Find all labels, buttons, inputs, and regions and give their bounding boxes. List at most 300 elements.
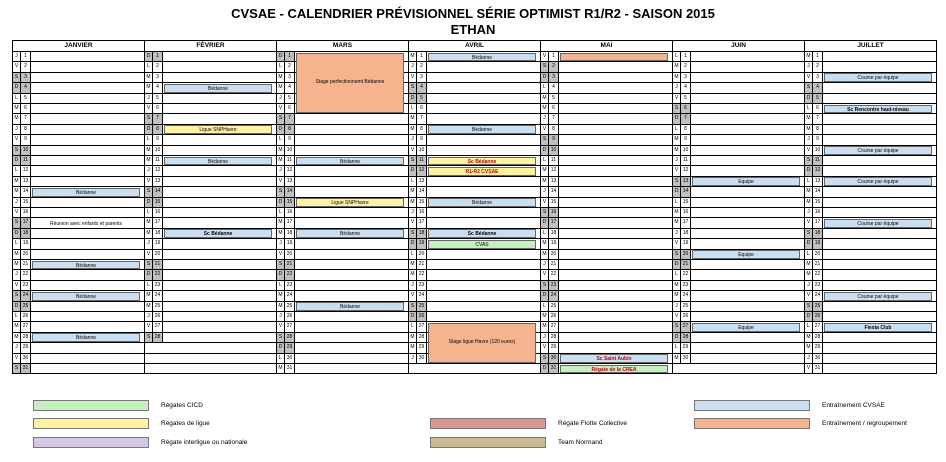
- day-number: 21: [153, 260, 163, 269]
- weekday-letter: V: [277, 177, 285, 186]
- day-row: [805, 125, 936, 135]
- day-number: 3: [21, 73, 31, 82]
- day-row: [673, 260, 804, 270]
- day-number: 28: [681, 333, 691, 342]
- weekday-letter: M: [409, 270, 417, 279]
- weekday-letter: L: [673, 52, 681, 61]
- day-row: [805, 229, 936, 239]
- calendar-event[interactable]: Stage ligue Havre (120 euros): [428, 323, 536, 363]
- calendar-event[interactable]: CVAS: [428, 240, 536, 249]
- day-number: 3: [681, 73, 691, 82]
- day-row: [13, 135, 144, 145]
- weekday-letter: M: [805, 333, 813, 342]
- weekday-letter: J: [145, 312, 153, 321]
- day-row: [541, 312, 672, 322]
- day-row: [409, 104, 540, 114]
- day-number: 15: [153, 198, 163, 207]
- day-number: 3: [813, 73, 823, 82]
- day-number: 5: [417, 94, 427, 103]
- weekday-letter: M: [409, 333, 417, 342]
- weekday-letter: V: [673, 94, 681, 103]
- weekday-letter: M: [409, 198, 417, 207]
- calendar-event[interactable]: Ligue SNPHavre: [296, 198, 404, 207]
- calendar-event[interactable]: Sc Bédanne: [428, 157, 536, 166]
- legend-swatch: [33, 400, 149, 411]
- weekday-letter: S: [805, 83, 813, 92]
- day-row: [541, 104, 672, 114]
- day-number: 13: [813, 177, 823, 186]
- day-row: [409, 260, 540, 270]
- day-row: [145, 104, 276, 114]
- day-row: [277, 291, 408, 301]
- day-row: [541, 291, 672, 301]
- day-row: [541, 125, 672, 135]
- day-row: [541, 281, 672, 291]
- day-number: 13: [417, 177, 427, 186]
- calendar-event[interactable]: Course par équipe: [824, 292, 932, 301]
- day-number: 21: [549, 260, 559, 269]
- day-row: [13, 250, 144, 260]
- weekday-letter: M: [805, 187, 813, 196]
- day-row: [805, 250, 936, 260]
- day-row: [13, 94, 144, 104]
- legend-swatch: [33, 437, 149, 448]
- day-row: [145, 146, 276, 156]
- weekday-letter: J: [673, 302, 681, 311]
- weekday-letter: V: [277, 104, 285, 113]
- weekday-letter: D: [145, 52, 153, 61]
- calendar-event[interactable]: Bédanne: [32, 292, 140, 301]
- weekday-letter: S: [541, 62, 549, 71]
- day-row: [145, 218, 276, 228]
- weekday-letter: L: [541, 229, 549, 238]
- day-row: [541, 146, 672, 156]
- weekday-letter: L: [13, 166, 21, 175]
- calendar-event[interactable]: Sc Bédanne: [428, 229, 536, 238]
- weekday-letter: J: [13, 52, 21, 61]
- day-row: [805, 166, 936, 176]
- weekday-letter: L: [673, 343, 681, 352]
- day-row: [13, 322, 144, 332]
- weekday-letter: M: [409, 52, 417, 61]
- weekday-letter: S: [13, 218, 21, 227]
- day-number: 14: [549, 187, 559, 196]
- day-row: [805, 156, 936, 166]
- day-number: 1: [681, 52, 691, 61]
- day-row: [145, 281, 276, 291]
- day-number: 3: [549, 73, 559, 82]
- day-row: [673, 125, 804, 135]
- day-row: [409, 187, 540, 197]
- day-row: [673, 83, 804, 93]
- calendar-event[interactable]: Bédanne: [296, 157, 404, 166]
- day-number: 23: [813, 281, 823, 290]
- weekday-letter: S: [673, 322, 681, 331]
- weekday-letter: M: [673, 146, 681, 155]
- calendar-event[interactable]: Réunion avec enfants et parents: [50, 220, 122, 227]
- day-row: [541, 218, 672, 228]
- day-row: [409, 83, 540, 93]
- day-row: [13, 229, 144, 239]
- day-number: 18: [285, 229, 295, 238]
- day-number: 26: [813, 312, 823, 321]
- day-number: 25: [285, 302, 295, 311]
- day-number: 10: [153, 146, 163, 155]
- weekday-letter: L: [805, 322, 813, 331]
- weekday-letter: J: [409, 62, 417, 71]
- day-number: 20: [21, 250, 31, 259]
- calendar-event[interactable]: Fiesta Club: [824, 323, 932, 332]
- weekday-letter: V: [541, 125, 549, 134]
- weekday-letter: D: [277, 270, 285, 279]
- day-row: [13, 62, 144, 72]
- calendar-event[interactable]: Sc Bédanne: [164, 229, 272, 238]
- day-row: [673, 104, 804, 114]
- day-number: 9: [21, 135, 31, 144]
- legend-swatch: [33, 418, 149, 429]
- weekday-letter: L: [673, 125, 681, 134]
- day-number: 22: [549, 270, 559, 279]
- day-number: 5: [813, 94, 823, 103]
- weekday-letter: V: [805, 291, 813, 300]
- day-row: [541, 73, 672, 83]
- day-number: 8: [417, 125, 427, 134]
- month-column: [672, 40, 805, 374]
- weekday-letter: V: [13, 354, 21, 363]
- day-number: 12: [417, 166, 427, 175]
- day-number: 15: [813, 198, 823, 207]
- day-number: 19: [153, 239, 163, 248]
- day-row: [277, 364, 408, 374]
- calendar-event[interactable]: [560, 53, 668, 62]
- day-row: [541, 302, 672, 312]
- day-number: 17: [21, 218, 31, 227]
- calendar-event[interactable]: Stage perfectionnemt Bédanne: [296, 53, 404, 114]
- day-number: 28: [813, 333, 823, 342]
- day-number: 20: [813, 250, 823, 259]
- day-row: [13, 208, 144, 218]
- legend-swatch: [430, 418, 546, 429]
- day-row: [145, 250, 276, 260]
- day-number: 24: [285, 291, 295, 300]
- weekday-letter: M: [541, 177, 549, 186]
- weekday-letter: L: [277, 62, 285, 71]
- day-row: [13, 364, 144, 374]
- day-row: [145, 333, 276, 343]
- weekday-letter: L: [13, 239, 21, 248]
- weekday-letter: J: [409, 281, 417, 290]
- day-row: [805, 198, 936, 208]
- weekday-letter: V: [673, 239, 681, 248]
- weekday-letter: M: [541, 239, 549, 248]
- calendar-event[interactable]: Bédanne: [428, 198, 536, 207]
- day-number: 23: [549, 281, 559, 290]
- day-row: [277, 187, 408, 197]
- day-row: [805, 354, 936, 364]
- calendar-event[interactable]: Bédanne: [164, 84, 272, 93]
- calendar-event[interactable]: Bédanne: [32, 261, 140, 270]
- day-row: [673, 281, 804, 291]
- weekday-letter: J: [13, 125, 21, 134]
- day-number: 14: [153, 187, 163, 196]
- weekday-letter: J: [145, 239, 153, 248]
- weekday-letter: L: [409, 177, 417, 186]
- day-number: 3: [285, 73, 295, 82]
- weekday-letter: D: [409, 166, 417, 175]
- weekday-letter: M: [673, 135, 681, 144]
- day-number: 4: [417, 83, 427, 92]
- day-number: 21: [21, 260, 31, 269]
- day-row: [409, 281, 540, 291]
- weekday-letter: S: [277, 333, 285, 342]
- day-number: 20: [417, 250, 427, 259]
- weekday-letter: S: [145, 333, 153, 342]
- day-row: [541, 333, 672, 343]
- day-number: 7: [417, 114, 427, 123]
- day-number: 23: [681, 281, 691, 290]
- weekday-letter: L: [145, 281, 153, 290]
- calendar-event[interactable]: Sc Saint Aubin: [560, 354, 668, 363]
- day-number: 8: [681, 125, 691, 134]
- day-row: [277, 166, 408, 176]
- day-row: [409, 73, 540, 83]
- day-number: 28: [21, 333, 31, 342]
- weekday-letter: D: [805, 239, 813, 248]
- calendar-event[interactable]: Sc Rencontre haut-niveau: [824, 105, 932, 114]
- day-number: 5: [21, 94, 31, 103]
- weekday-letter: S: [541, 281, 549, 290]
- day-number: 22: [153, 270, 163, 279]
- month-column: [540, 40, 673, 374]
- day-row: [145, 291, 276, 301]
- calendar-event[interactable]: Bédanne: [296, 229, 404, 238]
- day-number: 24: [21, 291, 31, 300]
- day-row: [409, 208, 540, 218]
- calendar-event[interactable]: Bédanne: [296, 302, 404, 311]
- day-number: 16: [417, 208, 427, 217]
- day-number: 4: [21, 83, 31, 92]
- weekday-letter: D: [13, 156, 21, 165]
- day-number: 27: [285, 322, 295, 331]
- day-number: 1: [549, 52, 559, 61]
- day-row: [673, 302, 804, 312]
- calendar-event[interactable]: Course par équipe: [824, 146, 932, 155]
- weekday-letter: M: [805, 125, 813, 134]
- weekday-letter: L: [805, 177, 813, 186]
- day-number: 23: [21, 281, 31, 290]
- day-number: 12: [813, 166, 823, 175]
- calendar-event[interactable]: Course par équipe: [824, 219, 932, 228]
- weekday-letter: L: [409, 322, 417, 331]
- weekday-letter: V: [409, 146, 417, 155]
- weekday-letter: S: [277, 187, 285, 196]
- weekday-letter: J: [277, 166, 285, 175]
- day-number: 13: [21, 177, 31, 186]
- weekday-letter: M: [277, 364, 285, 373]
- day-row: [13, 343, 144, 353]
- day-number: 11: [21, 156, 31, 165]
- weekday-letter: D: [277, 343, 285, 352]
- day-row: [145, 239, 276, 249]
- weekday-letter: S: [409, 302, 417, 311]
- weekday-letter: M: [13, 333, 21, 342]
- day-number: 31: [549, 364, 559, 373]
- calendar-event[interactable]: Bédanne: [32, 188, 140, 197]
- day-row: [13, 302, 144, 312]
- weekday-letter: J: [277, 94, 285, 103]
- weekday-letter: M: [13, 322, 21, 331]
- day-number: 4: [813, 83, 823, 92]
- day-number: 25: [153, 302, 163, 311]
- day-row: [541, 270, 672, 280]
- weekday-letter: V: [541, 52, 549, 61]
- day-row: [673, 187, 804, 197]
- day-number: 13: [549, 177, 559, 186]
- day-row: [673, 291, 804, 301]
- weekday-letter: D: [541, 291, 549, 300]
- weekday-letter: M: [277, 302, 285, 311]
- day-row: [409, 146, 540, 156]
- day-number: 20: [285, 250, 295, 259]
- day-number: 30: [681, 354, 691, 363]
- month-name: AVRIL: [409, 41, 540, 52]
- weekday-letter: S: [277, 114, 285, 123]
- weekday-letter: J: [673, 83, 681, 92]
- day-number: 6: [549, 104, 559, 113]
- day-row: [13, 73, 144, 83]
- weekday-letter: D: [805, 94, 813, 103]
- calendar-event[interactable]: Bédanne: [164, 157, 272, 166]
- day-number: 4: [285, 83, 295, 92]
- day-row: [409, 364, 540, 374]
- weekday-letter: V: [673, 166, 681, 175]
- weekday-letter: V: [805, 73, 813, 82]
- weekday-letter: S: [277, 260, 285, 269]
- day-row: [673, 364, 804, 374]
- day-number: 7: [813, 114, 823, 123]
- day-row: [541, 260, 672, 270]
- day-row: [673, 218, 804, 228]
- weekday-letter: J: [541, 114, 549, 123]
- weekday-letter: S: [673, 177, 681, 186]
- day-row: [277, 250, 408, 260]
- day-row: [673, 114, 804, 124]
- weekday-letter: M: [145, 218, 153, 227]
- day-number: 17: [417, 218, 427, 227]
- legend-label: Régates de ligue: [161, 420, 210, 427]
- day-number: 3: [417, 73, 427, 82]
- day-number: 27: [153, 322, 163, 331]
- day-number: 31: [21, 364, 31, 373]
- calendar-event[interactable]: Course par équipe: [824, 73, 932, 82]
- day-number: 20: [153, 250, 163, 259]
- day-row: [277, 239, 408, 249]
- weekday-letter: L: [673, 198, 681, 207]
- weekday-letter: J: [805, 354, 813, 363]
- calendar-event[interactable]: Régate de la CREA: [560, 365, 668, 374]
- weekday-letter: D: [805, 166, 813, 175]
- weekday-letter: M: [805, 260, 813, 269]
- day-number: 6: [813, 104, 823, 113]
- weekday-letter: M: [409, 114, 417, 123]
- day-row: [673, 270, 804, 280]
- day-row: [409, 218, 540, 228]
- weekday-letter: D: [145, 270, 153, 279]
- weekday-letter: V: [13, 62, 21, 71]
- legend-label: Entraînement CVSAE: [822, 402, 885, 409]
- weekday-letter: V: [13, 208, 21, 217]
- calendar-event[interactable]: Equipe: [692, 323, 800, 332]
- weekday-letter: L: [277, 135, 285, 144]
- calendar-event[interactable]: Equipe: [692, 250, 800, 259]
- day-number: 8: [813, 125, 823, 134]
- day-number: 19: [285, 239, 295, 248]
- day-number: 23: [417, 281, 427, 290]
- day-row: [13, 83, 144, 93]
- day-row: [673, 343, 804, 353]
- day-row: [277, 281, 408, 291]
- day-row: [673, 146, 804, 156]
- day-number: 10: [549, 146, 559, 155]
- day-row: [277, 270, 408, 280]
- weekday-letter: J: [13, 343, 21, 352]
- weekday-letter: M: [13, 187, 21, 196]
- weekday-letter: L: [13, 94, 21, 103]
- weekday-letter: J: [541, 187, 549, 196]
- day-row: [13, 177, 144, 187]
- weekday-letter: L: [409, 250, 417, 259]
- weekday-letter: J: [145, 94, 153, 103]
- legend-label: Team Normand: [558, 439, 603, 446]
- weekday-letter: S: [541, 354, 549, 363]
- weekday-letter: M: [13, 104, 21, 113]
- page-title: CVSAE - CALENDRIER PRÉVISIONNEL SÉRIE OPTIMIST R1/R2 - SAISON 2015: [231, 6, 715, 21]
- day-row: [277, 260, 408, 270]
- weekday-letter: L: [13, 312, 21, 321]
- day-number: 24: [549, 291, 559, 300]
- day-number: 6: [681, 104, 691, 113]
- calendar-event[interactable]: Course par équipe: [824, 177, 932, 186]
- page-subtitle: ETHAN: [450, 22, 496, 37]
- day-number: 30: [813, 354, 823, 363]
- day-row: [673, 198, 804, 208]
- day-number: 20: [681, 250, 691, 259]
- calendar-event[interactable]: Bédanne: [428, 53, 536, 62]
- day-number: 30: [417, 354, 427, 363]
- calendar-event[interactable]: R1-R2 CVSAE: [428, 167, 536, 176]
- weekday-letter: J: [409, 208, 417, 217]
- weekday-letter: M: [673, 354, 681, 363]
- weekday-letter: M: [673, 218, 681, 227]
- day-row: [13, 52, 144, 62]
- day-row: [673, 62, 804, 72]
- day-number: 7: [549, 114, 559, 123]
- weekday-letter: D: [805, 312, 813, 321]
- day-number: 18: [21, 229, 31, 238]
- calendar-event[interactable]: Bédanne: [428, 125, 536, 134]
- calendar-event[interactable]: Bédanne: [32, 333, 140, 342]
- weekday-letter: J: [805, 208, 813, 217]
- day-number: 21: [681, 260, 691, 269]
- day-number: 6: [285, 104, 295, 113]
- calendar-event[interactable]: Equipe: [692, 177, 800, 186]
- day-row: [541, 198, 672, 208]
- day-row: [277, 208, 408, 218]
- day-number: 23: [153, 281, 163, 290]
- day-number: 19: [21, 239, 31, 248]
- weekday-letter: M: [145, 73, 153, 82]
- calendar-event[interactable]: Ligue SNPHavre: [164, 125, 272, 134]
